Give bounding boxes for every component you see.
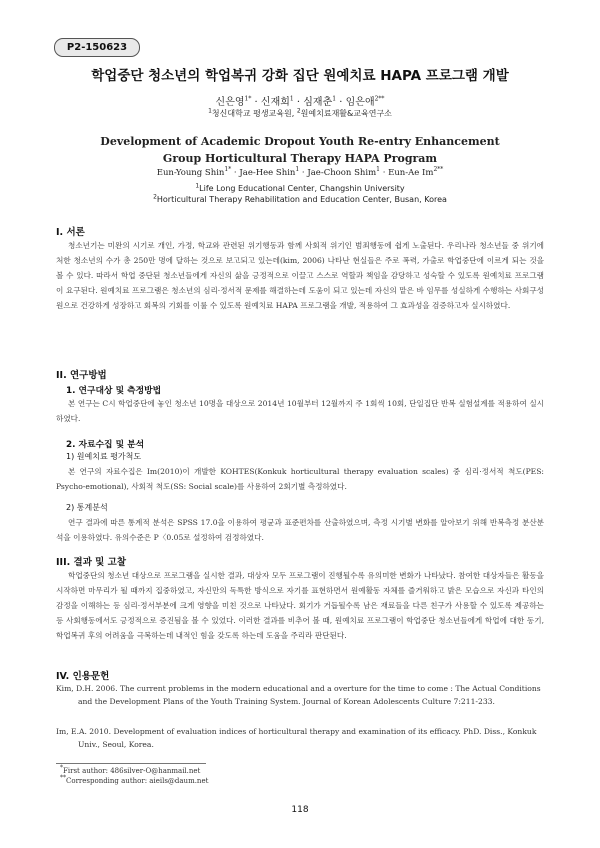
title-korean: 학업중단 청소년의 학업복귀 강화 집단 원예치료 HAPA 프로그램 개발	[91, 68, 509, 84]
section-heading-methods: II. 연구방법	[56, 370, 107, 381]
reference-item: Kim, D.H. 2006. The current problems in the modern educational and a overture for the time to come : The Actual Conditions and the Development Plans of the Youth Training System. Journal of Korean Adolescents Culture 7:211-233.	[56, 684, 541, 706]
author-separator: ·	[251, 97, 261, 108]
affiliation-english-2	[0, 195, 600, 204]
author-name: Eun-Ae Im	[388, 168, 434, 178]
footnote-divider	[56, 763, 206, 764]
introduction-paragraph: 청소년기는 미완의 시기로 개인, 가정, 학교와 관련된 위기행동과 함께 사회적 위기인 범죄행동에 쉽게 노출된다. 우리나라 청소년들 중 위기에 처한 청소년의 수가 총 250만 명에 달하는 것으로 보고되고 있는데(kim, 2006) 나타난 현실들은 주로 폭력, 가출로 학업중단에 이르게 되는 것을 볼 수 있다. 따라서 학업 중단된 청소년들에게 자신의 삶을 긍정적으로 이끌고 스스로 역할과 책임을 감당하고 성숙할 수 있도록 원예치료 프로그램이 요구된다. 원예치료 프로그램은 청소년의 심리·정서적 문제를 해결하는데 도움이 되고 있는데 자신의 맡은 바 임무를 성실하게 수행하는 사회구성원으로 건강하게 성장하고 회복의 기회를 이룰 수 있도록 원예치료 HAPA 프로그램을 개발, 적용하여 그 효과성을 검증하고자 실시하였다.	[56, 241, 544, 310]
section-heading-introduction: I. 서론	[56, 227, 85, 238]
footnote-mark: *	[60, 764, 63, 772]
author-sup: 2**	[374, 95, 385, 103]
affil-text: Life Long Educational Center, Changshin University	[199, 184, 405, 193]
author-sup: 1	[376, 166, 380, 174]
subsubsection-heading-scales: 1) 원예치료 평가척도	[66, 452, 142, 461]
reference-item: Im, E.A. 2010. Development of evaluation indices of horticultural therapy and examination of its efficacy. PhD. Diss., Konkuk Univ., Seoul, Korea.	[56, 727, 537, 749]
author-separator: ·	[231, 168, 240, 178]
author-name: 신은영	[215, 97, 245, 108]
title-english-line2: Group Horticultural Therapy HAPA Program	[162, 152, 438, 165]
author-sup: 1	[332, 95, 337, 103]
title-english-line1: Development of Academic Dropout Youth Re-entry Enhancement	[100, 135, 500, 148]
section-heading-references: IV. 인용문헌	[56, 671, 110, 682]
subsection-heading-subjects: 1. 연구대상 및 측정방법	[66, 386, 162, 396]
author-sup: 1*	[224, 166, 232, 174]
statistics-paragraph: 연구 결과에 따른 통계적 분석은 SPSS 17.0을 이용하여 평균과 표준편차를 산출하였으며, 측정 시기별 변화를 알아보기 위해 반복측정 분산분석을 이용하였다. 유의수준은 P〈0.05로 설정하여 검정하였다.	[56, 518, 544, 542]
author-name: Jae-Hee Shin	[239, 168, 296, 178]
author-separator: ·	[299, 168, 308, 178]
author-separator: ·	[293, 97, 304, 108]
authors-korean	[0, 93, 600, 108]
affil-text: 원예치료재활&교육연구소	[300, 109, 392, 118]
subsubsection-heading-statistics: 2) 통계분석	[66, 503, 108, 512]
subsection-heading-data-collection: 2. 자료수집 및 분석	[66, 440, 145, 450]
author-sup: 1	[295, 166, 300, 174]
authors-english	[0, 168, 600, 178]
author-name: Jae-Choon Shim	[307, 168, 377, 178]
author-name: 신재희	[260, 97, 290, 108]
footnote-text: Corresponding author: aieils@daum.net	[66, 777, 209, 785]
subjects-paragraph: 본 연구는 C시 학업중단에 놓인 청소년 10명을 대상으로 2014년 10월부터 12월까지 주 1회씩 10회, 단일집단 반복 실험설계를 적용하여 실시하였다.	[56, 399, 544, 423]
footnote-first-author	[60, 764, 201, 775]
affil-text: 청신대학교 평생교육원,	[211, 109, 297, 118]
author-sup: 1*	[244, 95, 252, 103]
affil-sup: 2	[296, 107, 301, 115]
author-name: Eun-Young Shin	[156, 168, 225, 178]
author-separator: ·	[380, 168, 389, 178]
affil-sup: 1	[195, 182, 200, 190]
author-name: 임은애	[345, 97, 375, 108]
footnote-corresponding-author	[60, 774, 209, 785]
page-number: 118	[291, 805, 309, 815]
affiliation-english-1	[0, 184, 600, 193]
section-heading-results: III. 결과 및 고찰	[56, 557, 127, 568]
author-sup: 2**	[433, 166, 444, 174]
scales-paragraph: 본 연구의 자료수집은 Im(2010)이 개발한 KOHTES(Konkuk horticultural therapy evaluation scales) 중 심리·정서적 척도(PES: Psycho-emotional), 사회적 척도(SS: Social scale)를 사용하여 2회기별 측정하였다.	[56, 467, 544, 491]
affiliations-korean	[0, 108, 600, 119]
footnote-mark: **	[60, 774, 66, 782]
affil-sup: 2	[153, 193, 157, 201]
affil-text: Horticultural Therapy Rehabilitation and Education Center, Busan, Korea	[156, 195, 447, 204]
abstract-id-badge: P2-150623	[54, 38, 140, 57]
affil-sup: 1	[208, 107, 212, 115]
footnote-text: First author: 486silver-O@hanmail.net	[63, 767, 201, 775]
author-sup: 1	[289, 95, 294, 103]
author-separator: ·	[336, 97, 346, 108]
author-name: 심재춘	[303, 97, 333, 108]
results-paragraph: 학업중단의 청소년 대상으로 프로그램을 실시한 결과, 대상자 모두 프로그램이 진행될수록 유의미한 변화가 나타났다. 참여한 대상자들은 활동을 시작하면 마무리가 될 때까지 집중하였고, 자신만의 독특한 방식으로 자기를 표현하면서 원예활동 자체를 즐거워하고 밝은 모습으로 자신과 타인의 감정을 이해하는 등 심리·정서부분에 크게 영향을 미친 것으로 나타났다. 회기가 거듭될수록 남은 재료들을 다른 친구가 사용할 수 있도록 제공하는 등 사회행동에서도 긍정적으로 증진됨을 볼 수 있었다. 이러한 결과를 비추어 볼 때, 원예치료 프로그램이 학업중단 청소년들에게 학업에 대한 동기, 학업복귀 후의 어려움을 극복하는데 내적인 힘을 갖도록 하는데 도움을 주리라 판단된다.	[56, 571, 544, 640]
